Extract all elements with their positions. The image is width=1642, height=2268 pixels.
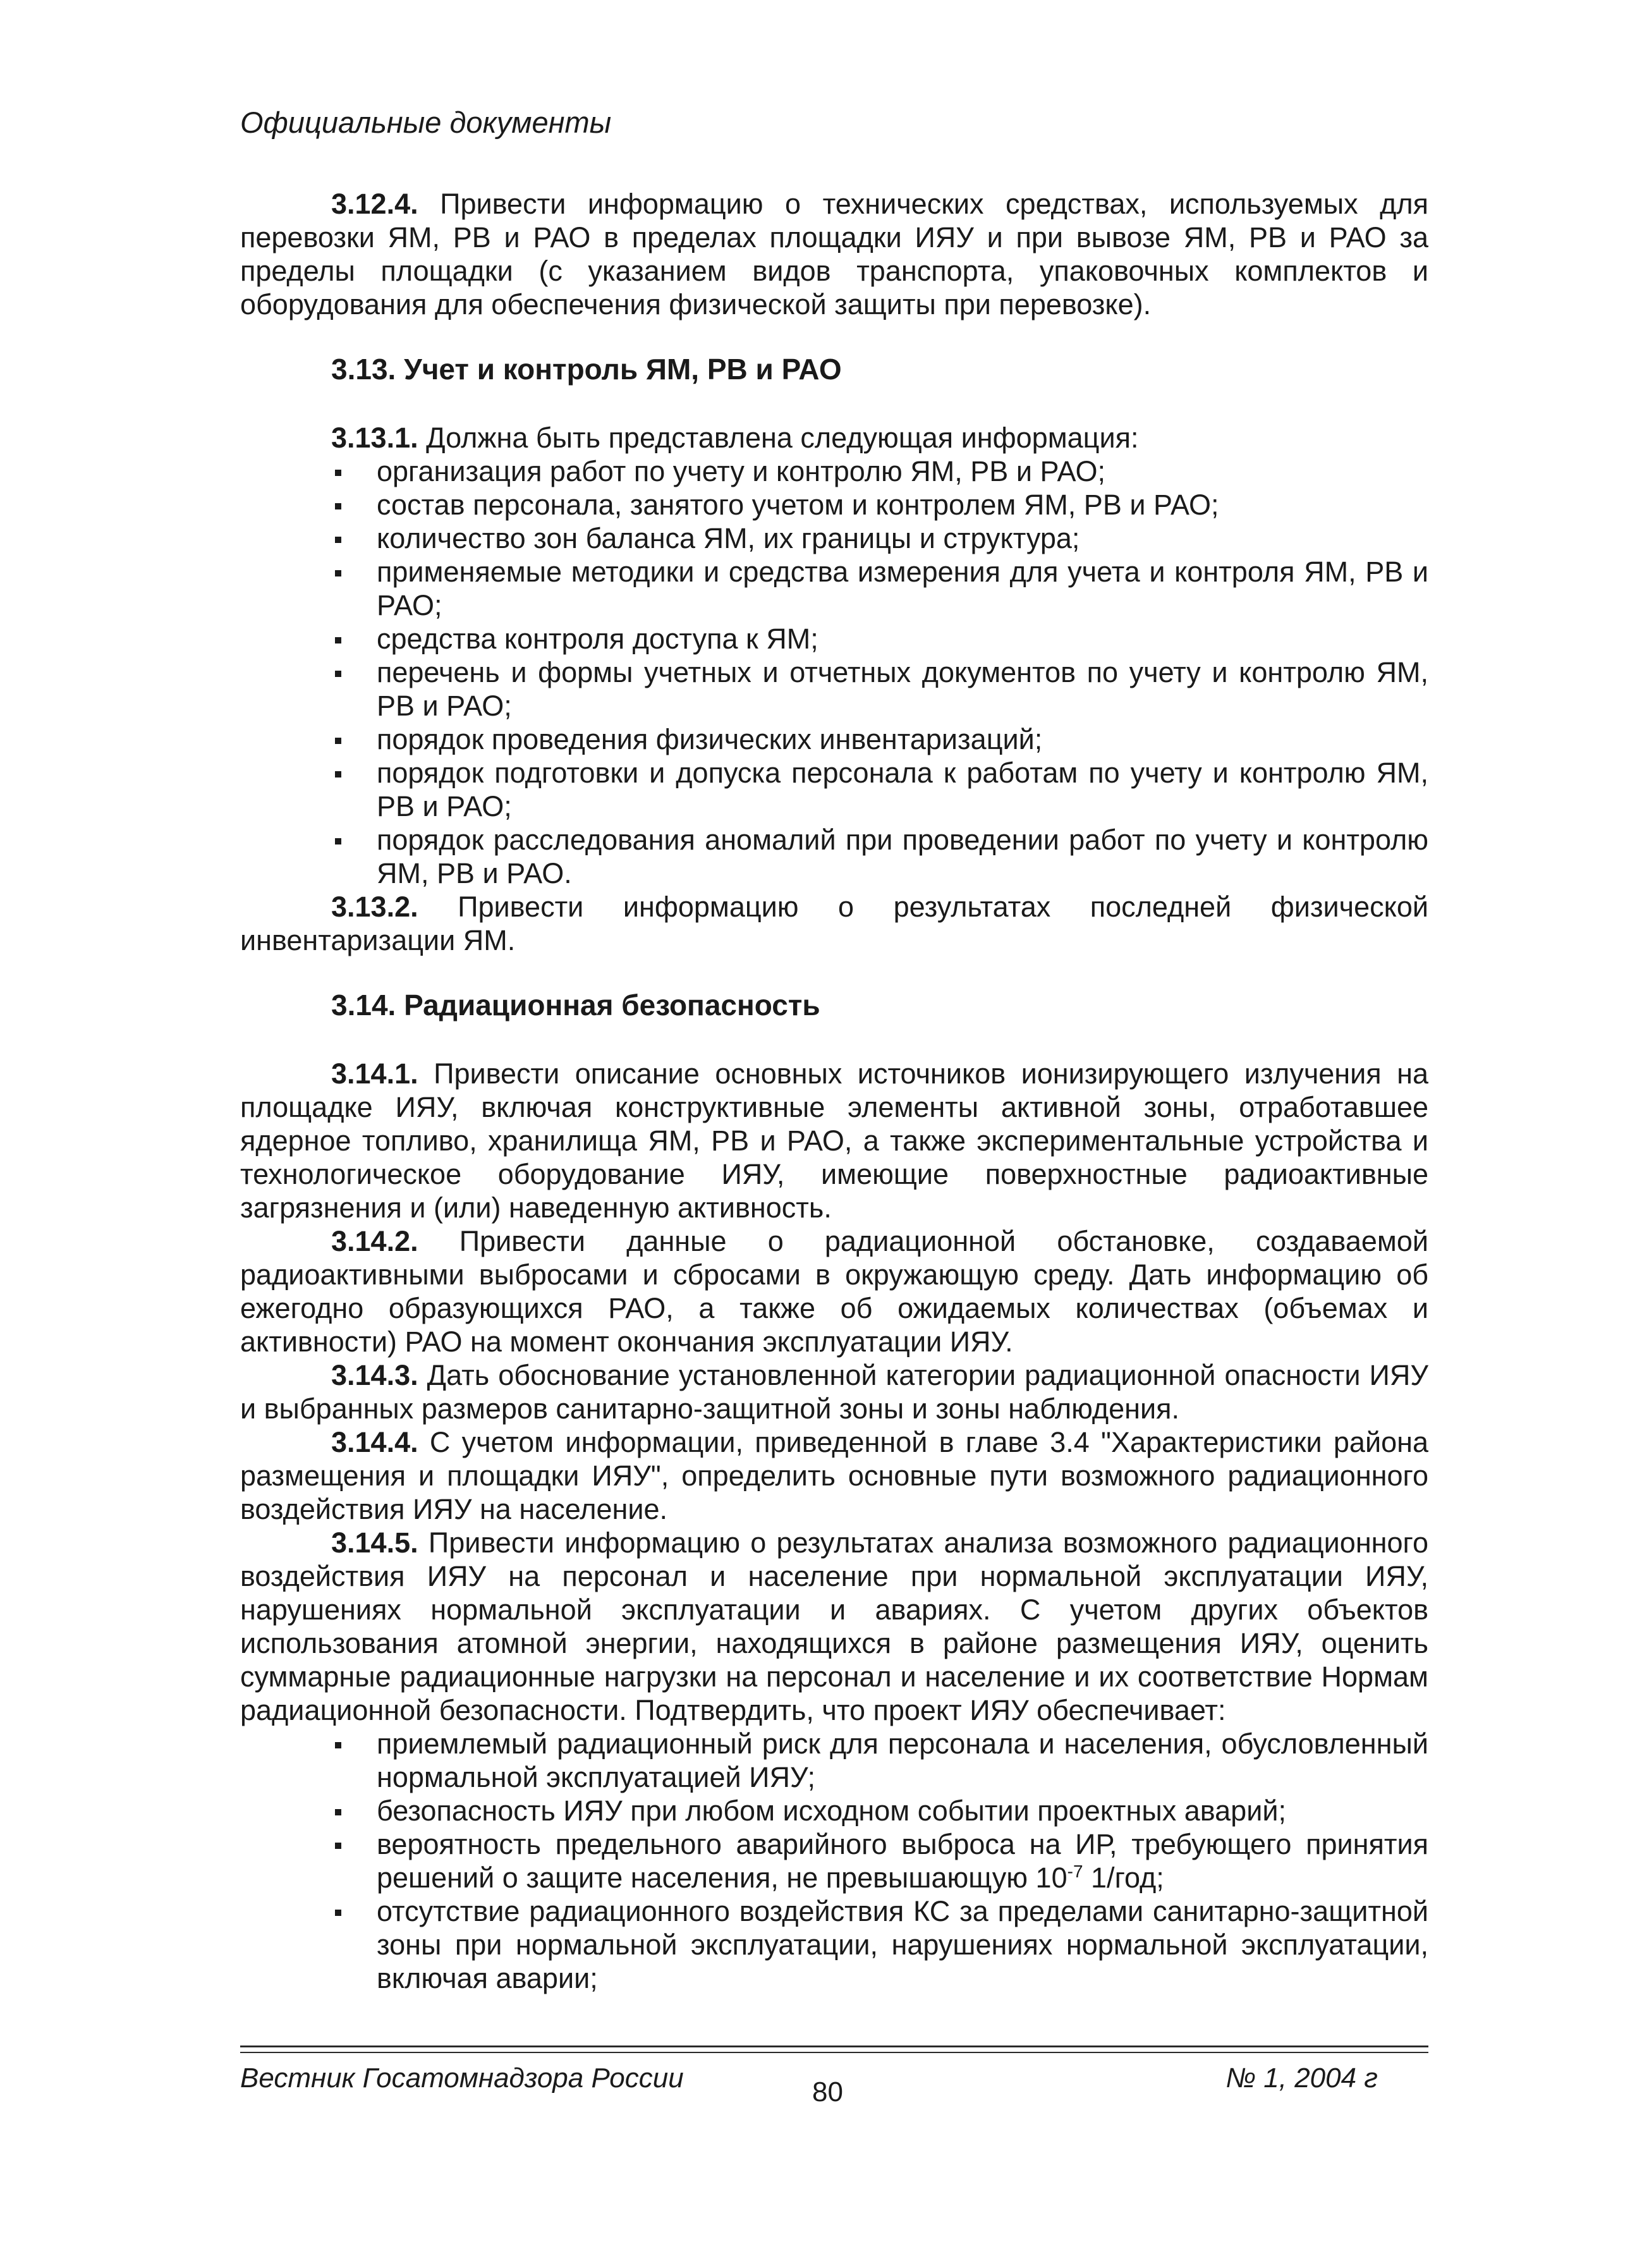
section-number: 3.14.4. [331, 1426, 418, 1458]
paragraph-text: Привести информацию о результатах последней физической инвентаризации ЯМ. [240, 891, 1428, 956]
list-item: отсутствие радиационного воздействия КС за пределами санитарно-защитной зоны при нормальной эксплуатации, нарушениях нормальной эксплуатации, включая аварии; [377, 1895, 1428, 1994]
paragraph-text: Должна быть представлена следующая информация: [418, 422, 1139, 454]
list-item: средства контроля доступа к ЯМ; [377, 622, 1428, 655]
section-number: 3.13.1. [331, 422, 418, 454]
footer-journal-title: Вестник Госатомнадзора России [240, 2063, 684, 2094]
section-number: 3.14.2. [331, 1225, 418, 1257]
list-item: порядок расследования аномалий при проведении работ по учету и контролю ЯМ, РВ и РАО. [377, 824, 1428, 889]
document-page [240, 0, 1428, 2268]
paragraph-3-13-2 [240, 890, 1428, 957]
list-item: перечень и формы учетных и отчетных документов по учету и контролю ЯМ, РВ и РАО; [377, 656, 1428, 722]
section-heading-3-14: 3.14. Радиационная безопасность [331, 989, 820, 1021]
paragraph-text: Привести данные о радиационной обстановке, создаваемой радиоактивными выбросами и сбросами в окружающую среду. Дать информацию об ежегодно образующихся РАО, а также об ожидаемых количествах (объемах и активности) РАО на момент окончания эксплуатации ИЯУ. [240, 1225, 1428, 1358]
section-number: 3.14.5. [331, 1527, 418, 1559]
section-number: 3.14.3. [331, 1359, 418, 1391]
paragraph-3-14-2 [240, 1224, 1428, 1358]
paragraph-text: Привести информацию о результатах анализа возможного радиационного воздействия ИЯУ на персонал и население при нормальной эксплуатации ИЯУ, нарушениях нормальной эксплуатации и авариях. С учетом других объектов использования атомной энергии, находящихся в районе размещения ИЯУ, оценить суммарные радиационные нагрузки на персонал и население и их соответствие Нормам радиационной безопасности. Подтвердить, что проект ИЯУ обеспечивает: [240, 1527, 1428, 1726]
list-item: порядок проведения физических инвентаризаций; [377, 722, 1428, 756]
footer-rule-secondary [240, 2052, 1428, 2053]
list-item [377, 1827, 1428, 1894]
list-item: приемлемый радиационный риск для персонала и населения, обусловленный нормальной эксплуатацией ИЯУ; [377, 1728, 1428, 1793]
exponent: -7 [1067, 1862, 1083, 1881]
running-header: Официальные документы [240, 106, 612, 139]
bullet-list-3-14-5 [240, 1727, 1428, 1995]
paragraph-3-14-3 [240, 1358, 1428, 1425]
list-item: применяемые методики и средства измерения для учета и контроля ЯМ, РВ и РАО; [377, 556, 1428, 621]
section-heading-3-13: 3.13. Учет и контроль ЯМ, РВ и РАО [331, 353, 842, 386]
paragraph-text: Привести информацию о технических средствах, используемых для перевозки ЯМ, РВ и РАО в пределах площадки ИЯУ и при вывозе ЯМ, РВ и РАО за пределы площадки (с указанием видов транспорта, упаковочных комплектов и оборудования для обеспечения физической защиты при перевозке). [240, 188, 1428, 320]
list-item: состав персонала, занятого учетом и контролем ЯМ, РВ и РАО; [377, 488, 1428, 521]
document-body [240, 187, 1428, 1995]
paragraph-text: Дать обоснование установленной категории радиационной опасности ИЯУ и выбранных размеров санитарно-защитной зоны и зоны наблюдения. [240, 1359, 1428, 1425]
list-item: организация работ по учету и контролю ЯМ, РВ и РАО; [377, 454, 1428, 488]
list-item: безопасность ИЯУ при любом исходном событии проектных аварий; [377, 1794, 1428, 1827]
paragraph-3-12-4 [240, 187, 1428, 321]
paragraph-text: Привести описание основных источников ионизирующего излучения на площадке ИЯУ, включая конструктивные элементы активной зоны, отработавшее ядерное топливо, хранилища ЯМ, РВ и РАО, а также экспериментальные устройства и технологическое оборудование ИЯУ, имеющие поверхностные радиоактивные загрязнения и (или) наведенную активность. [240, 1058, 1428, 1224]
section-number: 3.14.1. [331, 1058, 418, 1090]
section-number: 3.13.2. [331, 891, 418, 923]
paragraph-3-14-4 [240, 1425, 1428, 1526]
paragraph-3-13-1 [240, 421, 1428, 454]
paragraph-3-14-1 [240, 1057, 1428, 1224]
list-item: порядок подготовки и допуска персонала к работам по учету и контролю ЯМ, РВ и РАО; [377, 757, 1428, 822]
section-number: 3.12.4. [331, 188, 418, 220]
bullet-list-3-13-1 [240, 454, 1428, 890]
paragraph-3-14-5 [240, 1526, 1428, 1727]
page-number: 80 [812, 2076, 843, 2107]
footer-rule [240, 2045, 1428, 2047]
footer-issue: № 1, 2004 г [1225, 2063, 1378, 2094]
list-item-text-end: 1/год; [1083, 1862, 1164, 1894]
list-item-text: вероятность предельного аварийного выброса на ИР, требующего принятия решений о защите населения, не превышающую 10 [377, 1828, 1428, 1894]
list-item: количество зон баланса ЯМ, их границы и структура; [377, 521, 1428, 555]
paragraph-text: С учетом информации, приведенной в главе 3.4 "Характеристики района размещения и площадки ИЯУ", определить основные пути возможного радиационного воздействия ИЯУ на население. [240, 1426, 1428, 1525]
